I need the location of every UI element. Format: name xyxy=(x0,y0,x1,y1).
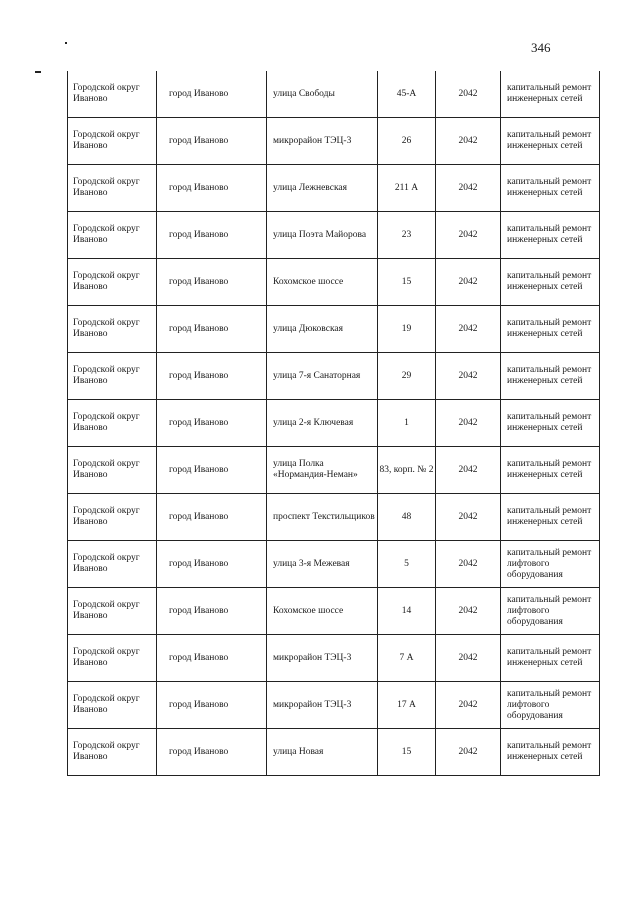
house-number-cell: 26 xyxy=(378,118,436,165)
year-cell: 2042 xyxy=(436,682,501,729)
work-type-cell: капитальный ремонт лифтового оборудования xyxy=(501,682,600,729)
district-cell: Городской округ Иваново xyxy=(68,729,157,776)
table-row xyxy=(68,635,600,682)
year-cell: 2042 xyxy=(436,447,501,494)
city-cell: город Иваново xyxy=(157,494,267,541)
year-cell: 2042 xyxy=(436,494,501,541)
street-cell: микрорайон ТЭЦ-3 xyxy=(267,118,378,165)
year-cell: 2042 xyxy=(436,588,501,635)
street-cell: микрорайон ТЭЦ-3 xyxy=(267,635,378,682)
work-type-cell: капитальный ремонт инженерных сетей xyxy=(501,447,600,494)
work-type-cell: капитальный ремонт инженерных сетей xyxy=(501,212,600,259)
house-number-cell: 23 xyxy=(378,212,436,259)
work-type-cell: капитальный ремонт инженерных сетей xyxy=(501,729,600,776)
table-row xyxy=(68,306,600,353)
year-cell: 2042 xyxy=(436,400,501,447)
district-cell: Городской округ Иваново xyxy=(68,635,157,682)
registry-table xyxy=(67,71,600,776)
street-cell: улица Лежневская xyxy=(267,165,378,212)
street-cell: Кохомское шоссе xyxy=(267,588,378,635)
city-cell: город Иваново xyxy=(157,447,267,494)
scan-speck xyxy=(35,71,41,73)
house-number-cell: 211 А xyxy=(378,165,436,212)
district-cell: Городской округ Иваново xyxy=(68,71,157,118)
district-cell: Городской округ Иваново xyxy=(68,588,157,635)
district-cell: Городской округ Иваново xyxy=(68,400,157,447)
district-cell: Городской округ Иваново xyxy=(68,682,157,729)
district-cell: Городской округ Иваново xyxy=(68,306,157,353)
city-cell: город Иваново xyxy=(157,212,267,259)
year-cell: 2042 xyxy=(436,118,501,165)
district-cell: Городской округ Иваново xyxy=(68,494,157,541)
work-type-cell: капитальный ремонт инженерных сетей xyxy=(501,353,600,400)
house-number-cell: 5 xyxy=(378,541,436,588)
house-number-cell: 1 xyxy=(378,400,436,447)
scan-speck xyxy=(65,42,67,44)
year-cell: 2042 xyxy=(436,71,501,118)
table-row xyxy=(68,71,600,118)
city-cell: город Иваново xyxy=(157,729,267,776)
city-cell: город Иваново xyxy=(157,682,267,729)
city-cell: город Иваново xyxy=(157,588,267,635)
house-number-cell: 48 xyxy=(378,494,436,541)
city-cell: город Иваново xyxy=(157,306,267,353)
work-type-cell: капитальный ремонт инженерных сетей xyxy=(501,635,600,682)
work-type-cell: капитальный ремонт инженерных сетей xyxy=(501,165,600,212)
work-type-cell: капитальный ремонт инженерных сетей xyxy=(501,118,600,165)
year-cell: 2042 xyxy=(436,259,501,306)
street-cell: улица Свободы xyxy=(267,71,378,118)
street-cell: проспект Текстильщиков xyxy=(267,494,378,541)
table-row xyxy=(68,400,600,447)
street-cell: улица 3-я Межевая xyxy=(267,541,378,588)
work-type-cell: капитальный ремонт инженерных сетей xyxy=(501,400,600,447)
table-row xyxy=(68,165,600,212)
house-number-cell: 15 xyxy=(378,729,436,776)
street-cell: улица Дюковская xyxy=(267,306,378,353)
page-number: 346 xyxy=(531,40,551,55)
house-number-cell: 45-А xyxy=(378,71,436,118)
district-cell: Городской округ Иваново xyxy=(68,165,157,212)
city-cell: город Иваново xyxy=(157,165,267,212)
city-cell: город Иваново xyxy=(157,635,267,682)
city-cell: город Иваново xyxy=(157,259,267,306)
year-cell: 2042 xyxy=(436,541,501,588)
table-row xyxy=(68,541,600,588)
district-cell: Городской округ Иваново xyxy=(68,353,157,400)
year-cell: 2042 xyxy=(436,165,501,212)
house-number-cell: 15 xyxy=(378,259,436,306)
house-number-cell: 14 xyxy=(378,588,436,635)
district-cell: Городской округ Иваново xyxy=(68,259,157,306)
year-cell: 2042 xyxy=(436,635,501,682)
house-number-cell: 17 А xyxy=(378,682,436,729)
city-cell: город Иваново xyxy=(157,353,267,400)
table-row xyxy=(68,447,600,494)
street-cell: улица Новая xyxy=(267,729,378,776)
house-number-cell: 29 xyxy=(378,353,436,400)
table-row xyxy=(68,212,600,259)
work-type-cell: капитальный ремонт инженерных сетей xyxy=(501,259,600,306)
registry-table-body xyxy=(68,71,600,776)
year-cell: 2042 xyxy=(436,212,501,259)
work-type-cell: капитальный ремонт инженерных сетей xyxy=(501,71,600,118)
street-cell: улица Полка «Нормандия-Неман» xyxy=(267,447,378,494)
street-cell: Кохомское шоссе xyxy=(267,259,378,306)
street-cell: улица 2-я Ключевая xyxy=(267,400,378,447)
district-cell: Городской округ Иваново xyxy=(68,541,157,588)
work-type-cell: капитальный ремонт инженерных сетей xyxy=(501,494,600,541)
work-type-cell: капитальный ремонт инженерных сетей xyxy=(501,306,600,353)
street-cell: улица 7-я Санаторная xyxy=(267,353,378,400)
street-cell: улица Поэта Майорова xyxy=(267,212,378,259)
year-cell: 2042 xyxy=(436,729,501,776)
table-row xyxy=(68,353,600,400)
table-row xyxy=(68,588,600,635)
work-type-cell: капитальный ремонт лифтового оборудования xyxy=(501,588,600,635)
work-type-cell: капитальный ремонт лифтового оборудования xyxy=(501,541,600,588)
table-row xyxy=(68,118,600,165)
table-row xyxy=(68,729,600,776)
table-row xyxy=(68,259,600,306)
district-cell: Городской округ Иваново xyxy=(68,447,157,494)
city-cell: город Иваново xyxy=(157,118,267,165)
house-number-cell: 19 xyxy=(378,306,436,353)
city-cell: город Иваново xyxy=(157,400,267,447)
house-number-cell: 83, корп. № 2 xyxy=(378,447,436,494)
district-cell: Городской округ Иваново xyxy=(68,118,157,165)
year-cell: 2042 xyxy=(436,306,501,353)
table-row xyxy=(68,682,600,729)
table-row xyxy=(68,494,600,541)
house-number-cell: 7 А xyxy=(378,635,436,682)
district-cell: Городской округ Иваново xyxy=(68,212,157,259)
year-cell: 2042 xyxy=(436,353,501,400)
city-cell: город Иваново xyxy=(157,541,267,588)
street-cell: микрорайон ТЭЦ-3 xyxy=(267,682,378,729)
city-cell: город Иваново xyxy=(157,71,267,118)
